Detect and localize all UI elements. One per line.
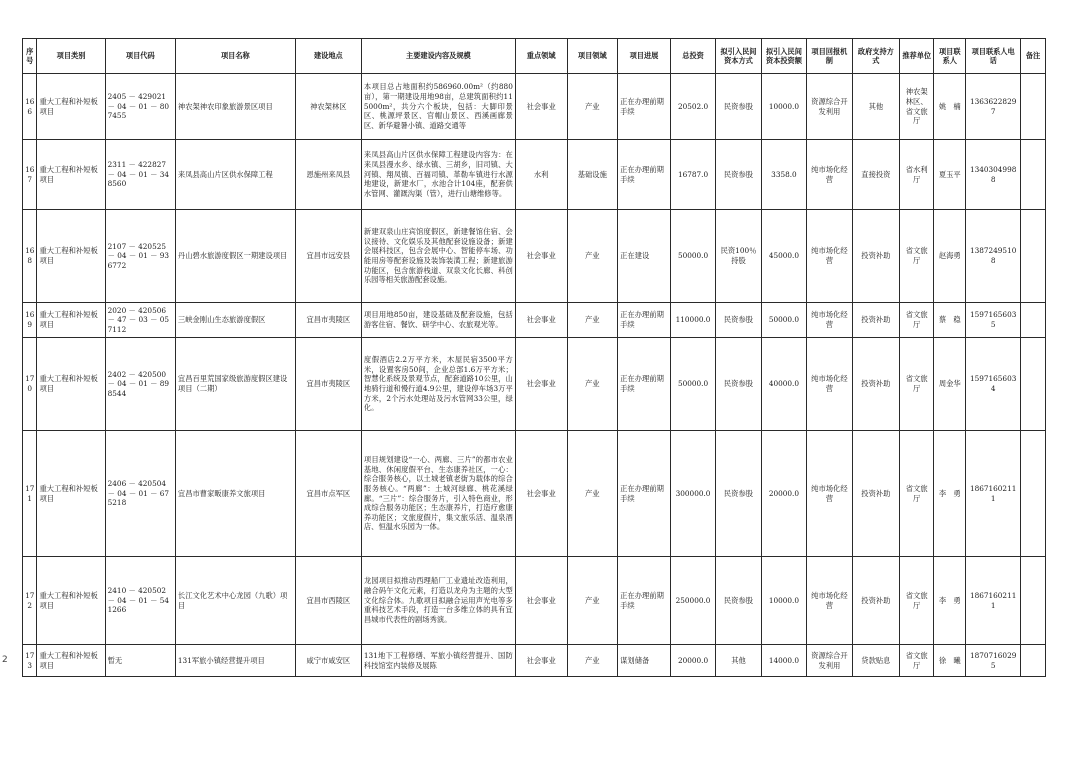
cell-contact: 李 勇: [934, 557, 966, 645]
cell-no: 168: [23, 210, 37, 303]
cell-focus: 社会事业: [515, 431, 567, 557]
cell-category: 重大工程和补短板项目: [37, 140, 105, 210]
cell-support: 直接投资: [852, 140, 900, 210]
cell-total: 16787.0: [670, 140, 715, 210]
cell-contact: 周金华: [934, 338, 966, 431]
cell-focus: 社会事业: [515, 557, 567, 645]
cell-code: 2020 － 420506 － 47 － 03 － 057112: [105, 303, 175, 338]
cell-support: 投资补助: [852, 431, 900, 557]
cell-code: 2402 － 420500 － 04 － 01 － 898544: [105, 338, 175, 431]
header-mechanism: 项目回报机制: [807, 39, 852, 74]
cell-private-amt: 14000.0: [761, 645, 806, 677]
cell-focus: 水利: [515, 140, 567, 210]
cell-no: 173: [23, 645, 37, 677]
cell-location: 咸宁市咸安区: [295, 645, 361, 677]
cell-progress: 谋划储备: [618, 645, 671, 677]
cell-support: 投资补助: [852, 338, 900, 431]
cell-name: 宜昌百里荒国家级旅游度假区建设项目（二期）: [175, 338, 295, 431]
cell-focus: 社会事业: [515, 338, 567, 431]
header-total: 总投资: [670, 39, 715, 74]
cell-field: 产业: [567, 557, 618, 645]
cell-mechanism: 纯市场化经营: [807, 557, 852, 645]
cell-note: [1021, 645, 1046, 677]
page-side-mark: 2: [2, 655, 8, 665]
cell-method: 民资参股: [716, 140, 761, 210]
cell-contact: 姚 楠: [934, 74, 966, 140]
cell-progress: 正在建设: [618, 210, 671, 303]
cell-name: 131军旅小镇经营提升项目: [175, 645, 295, 677]
cell-total: 50000.0: [670, 210, 715, 303]
cell-progress: 正在办理前期手续: [618, 557, 671, 645]
cell-category: 重大工程和补短板项目: [37, 303, 105, 338]
cell-field: 产业: [567, 645, 618, 677]
cell-content: 来凤县高山片区供水保障工程建设内容为：在来凤县漫水乡、绿水镇、三胡乡，旧司镇、大河镇、翔凤镇、百福司镇、革勒车镇进行水源地建设，新建水厂，水池合计104座，配套供水管网、灌溉沟渠（管），进行山塘维修等。: [361, 140, 515, 210]
cell-field: 产业: [567, 431, 618, 557]
cell-contact: 李 勇: [934, 431, 966, 557]
cell-recommender: 省文旅厅: [900, 557, 934, 645]
cell-name: 丹山碧水旅游度假区一期建设项目: [175, 210, 295, 303]
cell-name: 宜昌市曹家畈康养文旅项目: [175, 431, 295, 557]
cell-mechanism: 纯市场化经营: [807, 210, 852, 303]
cell-mechanism: 纯市场化经营: [807, 338, 852, 431]
cell-content: 度假酒店2.2万平方米，木屋民宿3500平方米，设置客房50间，企业总部1.6万平方米；智慧化系统及景观节点，配套道路10公里，山地骑行道和慢行道4.9公里，建设停车场3万平方米，2个污水处理站及污水管网33公里，绿化。: [361, 338, 515, 431]
cell-content: 本项目总占地面积约586960.00m²（约880亩），第一期建设用地98亩，总建筑面积约115000m²，共分六个板块，包括：大脚印景区、桃源坪景区、官帽山景区、西溪画廊景区、新华避暑小镇、道路交通等: [361, 74, 515, 140]
cell-note: [1021, 431, 1046, 557]
cell-total: 250000.0: [670, 557, 715, 645]
cell-mechanism: 纯市场化经营: [807, 140, 852, 210]
cell-note: [1021, 210, 1046, 303]
cell-recommender: 省文旅厅: [900, 338, 934, 431]
cell-progress: 正在办理前期手续: [618, 303, 671, 338]
cell-support: 投资补助: [852, 557, 900, 645]
cell-note: [1021, 338, 1046, 431]
cell-no: 172: [23, 557, 37, 645]
cell-code: 2405 － 429021 － 04 － 01 － 807455: [105, 74, 175, 140]
cell-content: 131地下工程修缮、军旅小镇经营提升、国防科技馆室内装修及展陈: [361, 645, 515, 677]
cell-code: 2107 － 420525 － 04 － 01 － 936772: [105, 210, 175, 303]
header-code: 项目代码: [105, 39, 175, 74]
header-name: 项目名称: [175, 39, 295, 74]
cell-phone: 18671602111: [966, 431, 1021, 557]
cell-no: 167: [23, 140, 37, 210]
cell-recommender: 省文旅厅: [900, 210, 934, 303]
cell-method: 民资参股: [716, 303, 761, 338]
cell-code: 2311 － 422827 － 04 － 01 － 348560: [105, 140, 175, 210]
table-row: [23, 645, 1046, 677]
cell-name: 神农架神农印象旅游景区项目: [175, 74, 295, 140]
cell-code: 暂无: [105, 645, 175, 677]
cell-total: 50000.0: [670, 338, 715, 431]
cell-note: [1021, 74, 1046, 140]
cell-progress: 正在办理前期手续: [618, 140, 671, 210]
cell-progress: 正在办理前期手续: [618, 338, 671, 431]
cell-name: 来凤县高山片区供水保障工程: [175, 140, 295, 210]
cell-recommender: 省水利厅: [900, 140, 934, 210]
cell-mechanism: 资源综合开发利用: [807, 645, 852, 677]
cell-name: 长江文化艺术中心龙园（九歌）项目: [175, 557, 295, 645]
cell-field: 产业: [567, 303, 618, 338]
cell-private-amt: 10000.0: [761, 74, 806, 140]
header-contact: 项目联系人: [934, 39, 966, 74]
header-private-amt: 拟引入民间资本投资额: [761, 39, 806, 74]
cell-method: 民资参股: [716, 431, 761, 557]
table-row: [23, 431, 1046, 557]
cell-focus: 社会事业: [515, 303, 567, 338]
cell-method: 民资参股: [716, 338, 761, 431]
table-row: [23, 303, 1046, 338]
header-field: 项目领域: [567, 39, 618, 74]
header-progress: 项目进展: [618, 39, 671, 74]
table-header-row: [23, 39, 1046, 74]
cell-category: 重大工程和补短板项目: [37, 74, 105, 140]
cell-contact: 徐 曦: [934, 645, 966, 677]
cell-contact: 夏玉平: [934, 140, 966, 210]
cell-no: 166: [23, 74, 37, 140]
cell-total: 110000.0: [670, 303, 715, 338]
header-content: 主要建设内容及规模: [361, 39, 515, 74]
cell-mechanism: 资源综合开发利用: [807, 74, 852, 140]
cell-phone: 15971656034: [966, 338, 1021, 431]
header-focus: 重点领域: [515, 39, 567, 74]
cell-name: 三峡金刚山生态旅游度假区: [175, 303, 295, 338]
cell-note: [1021, 303, 1046, 338]
cell-focus: 社会事业: [515, 210, 567, 303]
cell-phone: 18707160295: [966, 645, 1021, 677]
cell-contact: 蔡 稳: [934, 303, 966, 338]
cell-private-amt: 20000.0: [761, 431, 806, 557]
cell-code: 2406 － 420504 － 04 － 01 － 675218: [105, 431, 175, 557]
cell-no: 171: [23, 431, 37, 557]
cell-private-amt: 10000.0: [761, 557, 806, 645]
cell-field: 产业: [567, 210, 618, 303]
cell-phone: 18671602111: [966, 557, 1021, 645]
cell-no: 170: [23, 338, 37, 431]
cell-mechanism: 纯市场化经营: [807, 431, 852, 557]
cell-recommender: 省文旅厅: [900, 431, 934, 557]
cell-progress: 正在办理前期手续: [618, 74, 671, 140]
header-category: 项目类别: [37, 39, 105, 74]
cell-note: [1021, 140, 1046, 210]
header-support: 政府支持方式: [852, 39, 900, 74]
header-phone: 项目联系人电话: [966, 39, 1021, 74]
cell-progress: 正在办理前期手续: [618, 431, 671, 557]
cell-total: 20502.0: [670, 74, 715, 140]
header-note: 备注: [1021, 39, 1046, 74]
cell-note: [1021, 557, 1046, 645]
cell-method: 民资参股: [716, 557, 761, 645]
cell-support: 投资补助: [852, 303, 900, 338]
cell-total: 300000.0: [670, 431, 715, 557]
cell-total: 20000.0: [670, 645, 715, 677]
project-table: [22, 38, 1046, 677]
table-row: [23, 140, 1046, 210]
cell-method: 民资参股: [716, 74, 761, 140]
cell-content: 新建双泉山庄宾馆度假区，新建餐馆住宿、会议接待、文化娱乐及其他配套设施设备；新建会展科技区，包含会展中心、智能停车场、功能用房等配套设施及装饰装潢工程；新建旅游功能区，包含旅游栈道、双泉文化长廊、科创乐园等相关旅游配套设施。: [361, 210, 515, 303]
header-location: 建设地点: [295, 39, 361, 74]
cell-recommender: 省文旅厅: [900, 645, 934, 677]
cell-content: 项目用地850亩，建设基础及配套设施，包括游客住宿、餐饮、研学中心、农旅观光等。: [361, 303, 515, 338]
cell-category: 重大工程和补短板项目: [37, 645, 105, 677]
cell-category: 重大工程和补短板项目: [37, 210, 105, 303]
cell-field: 产业: [567, 74, 618, 140]
cell-recommender: 省文旅厅: [900, 303, 934, 338]
cell-location: 神农架林区: [295, 74, 361, 140]
cell-private-amt: 3358.0: [761, 140, 806, 210]
cell-location: 宜昌市夷陵区: [295, 303, 361, 338]
cell-content: 项目规划建设“一心、两廊、三片”的都市农业基地、休闲度假平台、生态康养社区，一心：综合服务核心，以土城老镇老街为载体的综合服务核心。“两廊”：土城河绿廊、桃花溪绿廊。“三片”：综合服务片，引入特色商业，形成综合服务功能区；生态康养片，打造疗愈康养功能区；文旅度假片，集文旅乐活、温泉酒店、恒温水乐园为一体。: [361, 431, 515, 557]
cell-location: 宜昌市点军区: [295, 431, 361, 557]
cell-phone: 13403049988: [966, 140, 1021, 210]
cell-support: 其他: [852, 74, 900, 140]
cell-field: 基础设施: [567, 140, 618, 210]
table-row: [23, 74, 1046, 140]
cell-private-amt: 40000.0: [761, 338, 806, 431]
cell-phone: 13872495108: [966, 210, 1021, 303]
cell-category: 重大工程和补短板项目: [37, 338, 105, 431]
cell-mechanism: 纯市场化经营: [807, 303, 852, 338]
cell-location: 恩施州来凤县: [295, 140, 361, 210]
header-no: 序号: [23, 39, 37, 74]
cell-recommender: 神农架林区、省文旅厅: [900, 74, 934, 140]
table-row: [23, 210, 1046, 303]
cell-content: 龙园项目拟推动西理船厂工业遗址改造利用，融合码午文化元素，打造以龙舟为主题的大型文化综合体。九歌项目拟融合运用声光电等多重科技艺术手段，打造一台多维立体的具有宜昌城市代表性的剧场秀演。: [361, 557, 515, 645]
cell-support: 投资补助: [852, 210, 900, 303]
cell-method: 民资100％持股: [716, 210, 761, 303]
cell-phone: 15971656035: [966, 303, 1021, 338]
cell-support: 贷款贴息: [852, 645, 900, 677]
header-method: 拟引入民间资本方式: [716, 39, 761, 74]
cell-category: 重大工程和补短板项目: [37, 557, 105, 645]
cell-location: 宜昌市西陵区: [295, 557, 361, 645]
table-row: [23, 557, 1046, 645]
cell-category: 重大工程和补短板项目: [37, 431, 105, 557]
cell-location: 宜昌市夷陵区: [295, 338, 361, 431]
cell-field: 产业: [567, 338, 618, 431]
cell-private-amt: 45000.0: [761, 210, 806, 303]
cell-focus: 社会事业: [515, 74, 567, 140]
cell-no: 169: [23, 303, 37, 338]
header-recommender: 推荐单位: [900, 39, 934, 74]
cell-private-amt: 50000.0: [761, 303, 806, 338]
cell-contact: 赵海勇: [934, 210, 966, 303]
cell-phone: 13636228297: [966, 74, 1021, 140]
project-table-sheet: [22, 38, 1046, 677]
cell-focus: 社会事业: [515, 645, 567, 677]
cell-method: 其他: [716, 645, 761, 677]
table-row: [23, 338, 1046, 431]
cell-location: 宜昌市远安县: [295, 210, 361, 303]
cell-code: 2410 － 420502 － 04 － 01 － 541266: [105, 557, 175, 645]
